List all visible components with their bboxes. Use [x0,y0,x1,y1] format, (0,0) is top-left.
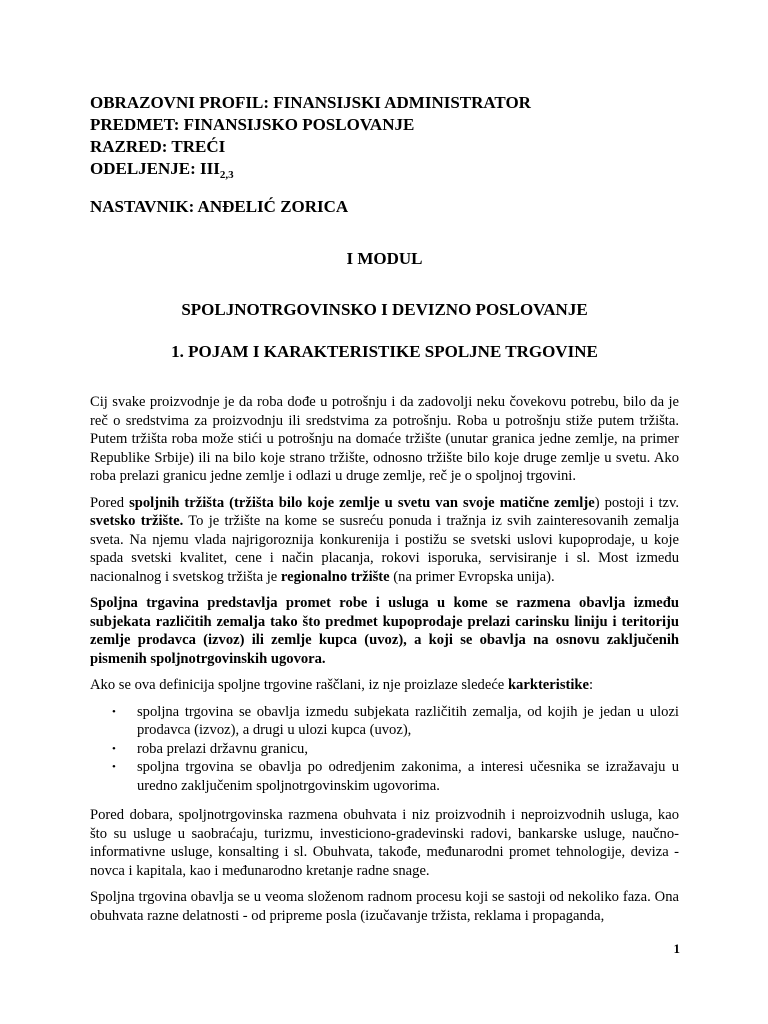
teacher-line: NASTAVNIK: ANĐELIĆ ZORICA [90,197,349,216]
bold-run: regionalno tržište [280,568,390,585]
list-item-text: spoljna trgovina se obavlja po odredjenim zakonima, a interesi učesnika se izražavaju u uredno zaključenim spoljnotrgovinskim ugovorima. [137,759,679,794]
bullet-glyph: • [112,742,116,755]
paragraph-intro: Cij svake proizvodnje je da roba dođe u potrošnju i da zadovolji neku čovekovu potrebu, bilo da je reč o sredstvima za proizvodnju ili sredstvima za potrošnju. Roba u potrošnju stiže putem tržišta. Putem tržišta roba može stići u potrošnju na domaće tržište (unutar granica jedne zemlje, na primer Republike Srbije) ili na bilo koje strano tržište, odnosno tržište bilo koje druge zemlje u svetu. Ako roba prelazi granicu jedne zemlje i odlazi u druge zemlje, reč je o spoljnoj trgovini. [90,394,679,484]
bold-run: karkteristike [507,677,590,693]
list-item-text: spoljna trgovina se obavlja izmedu subjekata različitih zemalja, od kojih je jedan u ulozi prodavca (izvoz), a drugi u ulozi kupca (uvoz), [137,703,679,738]
chapter-title: 1. POJAM I KARAKTERISTIKE SPOLJNE TRGOVINE [171,342,598,361]
document-page [90,92,679,925]
text-run: Ako se ova definicija spoljne trgovine raščlani, iz nje proizlaze sledeće [90,677,508,693]
list-item [90,740,679,759]
bold-run: spoljnih tržišta (tržišta bilo koje zemlje u svetu van svoje matične zemlje [129,494,595,511]
bullet-glyph: • [112,761,116,773]
paragraph-characteristics-intro [90,676,679,695]
text-run: (na primer Evropska unija). [389,568,555,585]
profile-line: OBRAZOVNI PROFIL: FINANSIJSKI ADMINISTRATOR [90,93,531,112]
module-title: I MODUL [346,249,423,268]
text-run: : [589,677,594,693]
grade-line: RAZRED: TREĆI [90,137,226,156]
bold-run: Spoljna trgavina predstavlja promet robe i usluga u kome se razmena obavlja između subjekata različitih zemalja tako što predmet kupoprodaje prelazi carinsku liniju i teritoriju zemlje prodavca (izvoz) ili zemlje kupca (uvoz), a koji se obavlja na osnovu zaključenih pismenih spoljnotrgovinskih ugovora. [90,595,679,667]
section-title: SPOLJNOTRGOVINSKO I DEVIZNO POSLOVANJE [181,300,588,319]
text-run: To je tržište na kome se susreću ponuda i tražnja iz svih zainteresovanih zemalja sveta. Na njemu vlada najrigoroznija konkurenija i postižu se svetski uslovi kupoprodaje, u koje spada svetski kvalitet, cene i način placanja, rokovi isporuka, servisiranje i sl. Most izmedu nacionalnog i svetskog tržišta je [90,513,679,585]
text-run: Pored [90,494,130,511]
bold-run: svetsko tržište. [90,513,184,529]
list-item [90,703,679,740]
class-line [90,158,679,186]
paragraph-definition [90,594,679,668]
page-number: 1 [673,941,680,956]
paragraph-process: Spoljna trgovina obavlja se u veoma složenom radnom procesu koji se sastoji od nekoliko faza. Ona obuhvata razne delatnosti - od pripreme posla (izučavanje tržista, reklama i propaganda, [90,889,679,924]
class-subscript: 2,3 [219,169,234,181]
paragraph-markets [90,494,679,587]
list-item-text: roba prelazi državnu granicu, [137,740,308,757]
list-item [90,758,679,795]
bullet-glyph: • [112,705,116,718]
text-run: ) postoji i tzv. [594,494,679,511]
subject-line: PREDMET: FINANSIJSKO POSLOVANJE [90,115,415,134]
paragraph-services: Pored dobara, spoljnotrgovinska razmena obuhvata i niz proizvodnih i neproizvodnih usluga, kao što su usluge u saobraćaju, turizmu, investiciono-gradevinski radovi, bankarske usluge, naučno-informativne usluge, konsalting i sl. Obuhvata, takođe, međunarodni promet tehnologije, deviza - novca i kapitala, kao i međunarodno kretanje radne snage. [90,807,679,879]
class-label: ODELJENJE: III [90,159,220,178]
characteristics-list [90,703,679,796]
